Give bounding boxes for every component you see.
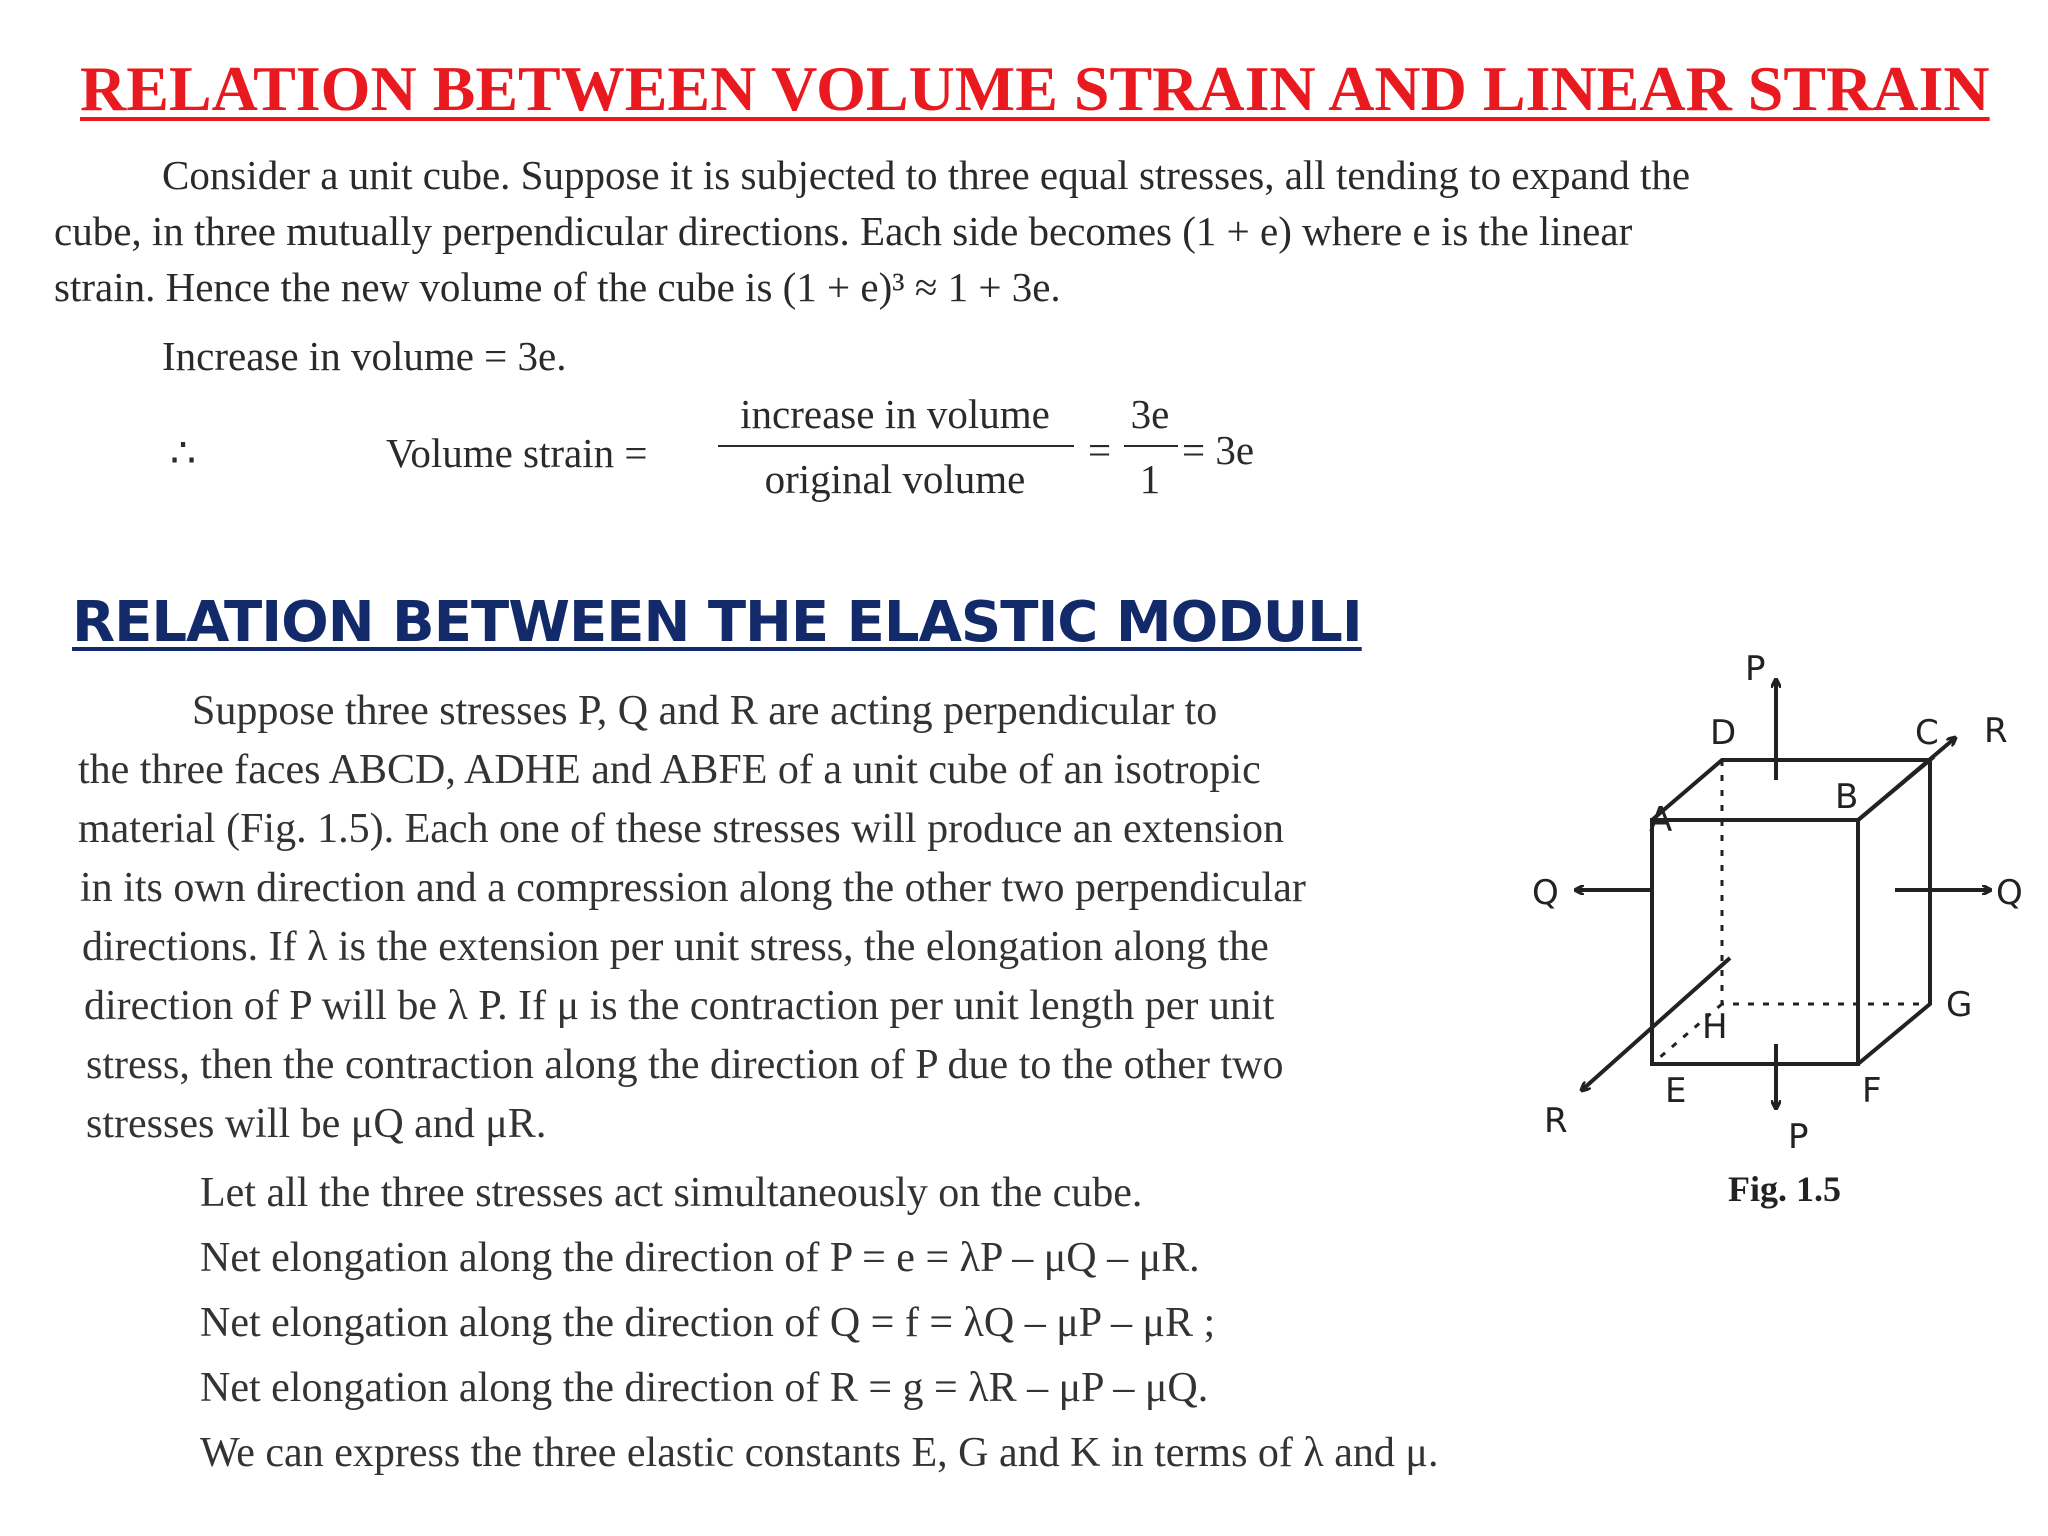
fraction-bar <box>718 445 1074 447</box>
para2-line5: directions. If λ is the extension per unit stress, the elongation along the <box>82 924 1269 970</box>
result-3e: = 3e <box>1182 427 1255 473</box>
fig-label-a: A <box>1649 800 1673 840</box>
fig-label-r-top: R <box>1984 711 2008 751</box>
equation-line1: Let all the three stresses act simultaneously on the cube. <box>200 1170 1143 1216</box>
fig-label-c: C <box>1915 713 1939 753</box>
fig-label-b: B <box>1835 777 1859 817</box>
fig-label-e: E <box>1665 1071 1687 1111</box>
cube-figure <box>1500 640 2048 1240</box>
figure-caption: Fig. 1.5 <box>1728 1169 1841 1209</box>
equals-sign: = <box>1088 427 1112 473</box>
fig-label-d: D <box>1710 713 1737 753</box>
section-title-elastic-moduli: RELATION BETWEEN THE ELASTIC MODULI <box>72 590 1362 655</box>
fig-label-r-bottom: R <box>1544 1101 1568 1141</box>
fig-label-f: F <box>1862 1071 1882 1111</box>
para2-line3: material (Fig. 1.5). Each one of these stresses will produce an extension <box>78 806 1284 852</box>
fig-label-p-bottom: P <box>1788 1117 1809 1157</box>
section-title-volume-strain: RELATION BETWEEN VOLUME STRAIN AND LINEAR STRAIN <box>80 53 1990 124</box>
para2-line2: the three faces ABCD, ADHE and ABFE of a unit cube of an isotropic <box>78 747 1261 793</box>
para1-line2: cube, in three mutually perpendicular directions. Each side becomes (1 + e) where e is the linear <box>54 208 1633 254</box>
fig-label-p-top: P <box>1745 649 1766 689</box>
para2-line1: Suppose three stresses P, Q and R are acting perpendicular to <box>192 688 1218 734</box>
volume-strain-label: Volume strain = <box>386 430 648 476</box>
para1-line3: strain. Hence the new volume of the cube is (1 + e)³ ≈ 1 + 3e. <box>54 264 1061 310</box>
para2-line7: stress, then the contraction along the direction of P due to the other two <box>86 1042 1284 1088</box>
cube-solid-edges <box>1652 760 1930 1064</box>
fraction2-bar <box>1124 445 1178 447</box>
fig-label-q-right: Q <box>1996 873 2023 913</box>
para2-line6: direction of P will be λ P. If μ is the contraction per unit length per unit <box>84 983 1275 1029</box>
fig-label-q-left: Q <box>1532 873 1559 913</box>
cube-hidden-edges <box>1652 760 1930 1064</box>
fig-label-g: G <box>1946 985 1973 1025</box>
increase-in-volume-line: Increase in volume = 3e. <box>162 333 567 379</box>
therefore-symbol: ∴ <box>170 430 197 476</box>
para2-line8: stresses will be μQ and μR. <box>86 1101 547 1147</box>
equation-line3: Net elongation along the direction of Q = f = λQ – μP – μR ; <box>200 1300 1216 1346</box>
fraction-numerator: increase in volume <box>740 391 1050 437</box>
fraction2-denominator: 1 <box>1139 456 1161 502</box>
fraction2-numerator: 3e <box>1130 391 1170 437</box>
equation-line5: We can express the three elastic constants E, G and K in terms of λ and μ. <box>200 1430 1439 1476</box>
para1-line1: Consider a unit cube. Suppose it is subjected to three equal stresses, all tending to expand the <box>162 152 1691 198</box>
equation-line2: Net elongation along the direction of P = e = λP – μQ – μR. <box>200 1235 1200 1281</box>
equation-line4: Net elongation along the direction of R = g = λR – μP – μQ. <box>200 1365 1209 1411</box>
fig-label-h: H <box>1702 1007 1728 1047</box>
fraction-denominator: original volume <box>764 456 1026 502</box>
para2-line4: in its own direction and a compression along the other two perpendicular <box>80 865 1306 911</box>
